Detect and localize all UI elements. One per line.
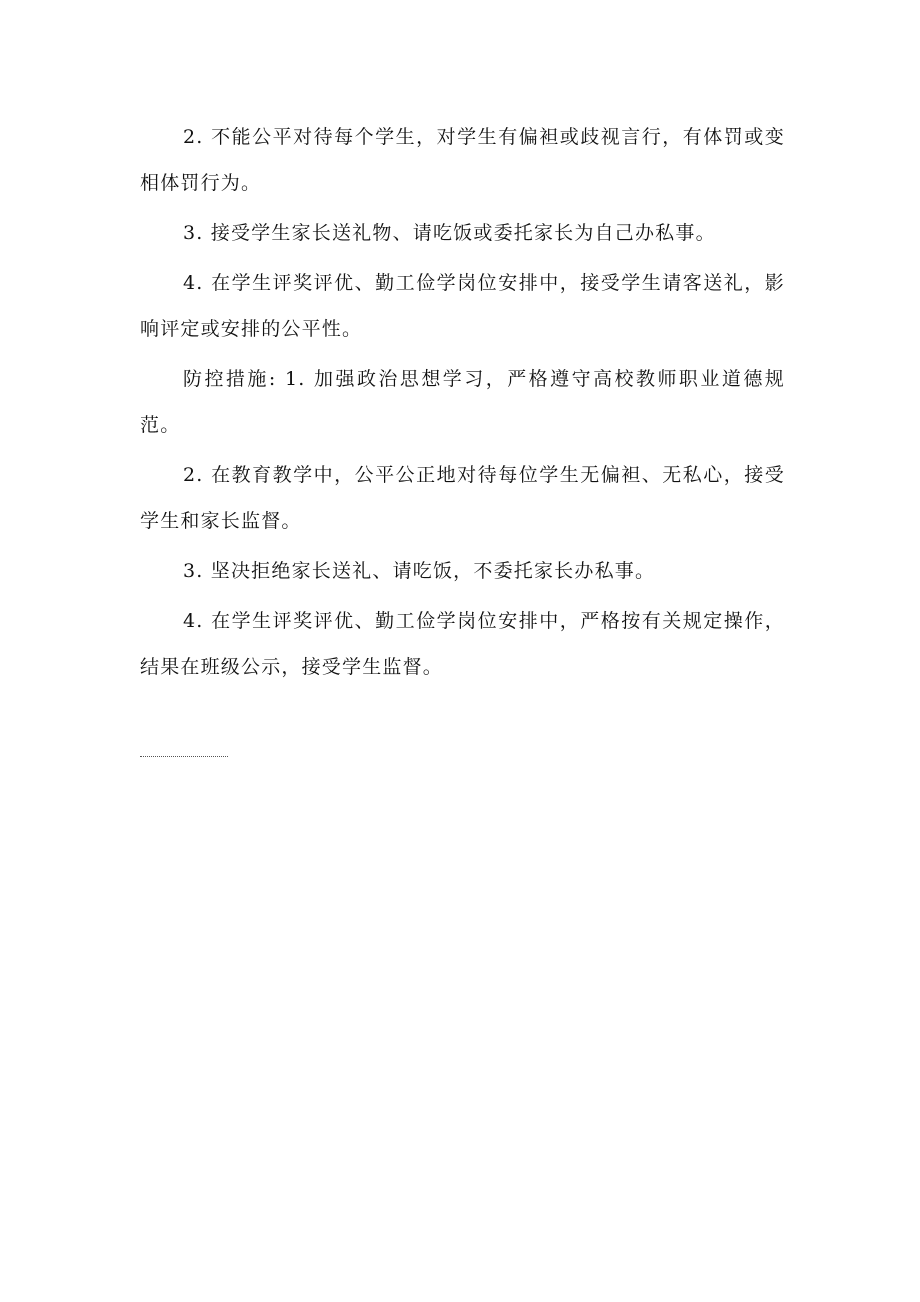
document-body — [140, 114, 785, 694]
paragraph-7: 4. 在学生评奖评优、勤工俭学岗位安排中，严格按有关规定操作，结果在班级公示，接受学生监督。 — [140, 610, 785, 678]
paragraph-4: 防控措施: 1. 加强政治思想学习，严格遵守高校教师职业道德规范。 — [140, 368, 785, 436]
paragraph-6: 3. 坚决拒绝家长送礼、请吃饭，不委托家长办私事。 — [183, 560, 656, 582]
paragraph-2: 3. 接受学生家长送礼物、请吃饭或委托家长为自己办私事。 — [183, 222, 716, 244]
footnote-separator — [140, 756, 228, 757]
paragraph-5: 2. 在教育教学中，公平公正地对待每位学生无偏袒、无私心，接受学生和家长监督。 — [140, 464, 785, 532]
paragraph-3: 4. 在学生评奖评优、勤工俭学岗位安排中，接受学生请客送礼，影响评定或安排的公平性。 — [140, 272, 785, 340]
paragraph-1: 2. 不能公平对待每个学生，对学生有偏袒或歧视言行，有体罚或变相体罚行为。 — [140, 126, 785, 194]
